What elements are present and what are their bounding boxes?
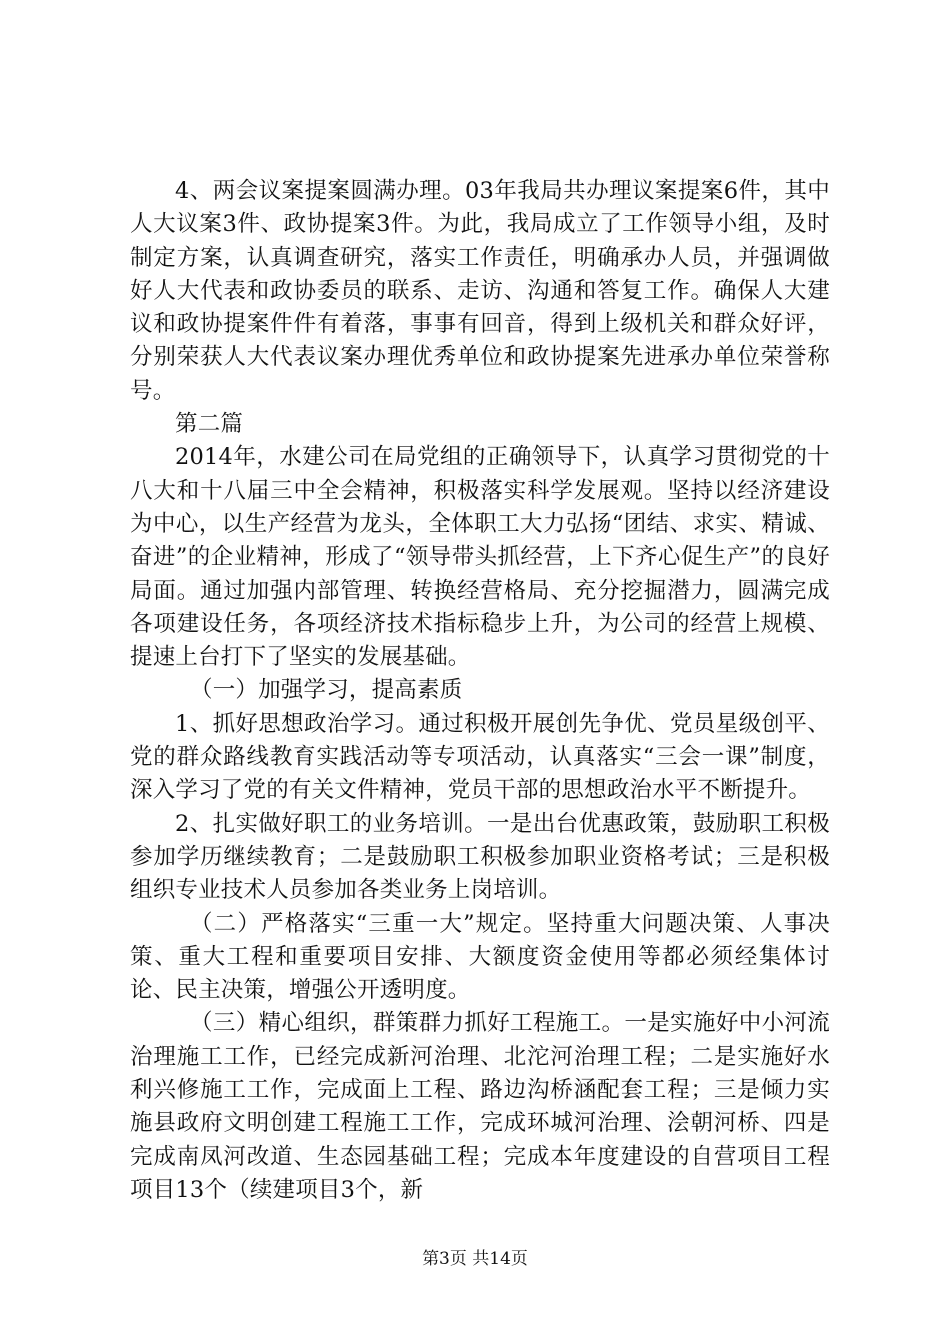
document-body — [130, 175, 830, 1207]
subheading-study: （一）加强学习，提高素质 — [190, 677, 463, 704]
page-number-footer: 第3页 共14页 — [422, 1249, 528, 1269]
section-heading-second-part: 第二篇 — [175, 411, 244, 438]
paragraph-political-study: 1、抓好思想政治学习。通过积极开展创先争优、党员星级创平、党的群众路线教育实践活动等专项活动，认真落实“三会一课”制度，深入学习了党的有关文件精神，党员干部的思想政治水平不断提升。 — [130, 710, 830, 804]
paragraph-construction: （三）精心组织，群策群力抓好工程施工。一是实施好中小河流治理施工工作，已经完成新河治理、北沱河治理工程；二是实施好水利兴修施工工作，完成面上工程、路边沟桥涵配套工程；三是倾力实施县政府文明创建工程施工工作，完成环城河治理、浍朝河桥、四是完成南凤河改道、生态园基础工程；完成本年度建设的自营项目工程项目13个（续建项目3个，新 — [130, 1010, 830, 1203]
paragraph-motion-handling: 4、两会议案提案圆满办理。03年我局共办理议案提案6件，其中人大议案3件、政协提案3件。为此，我局成立了工作领导小组，及时制定方案，认真调查研究，落实工作责任，明确承办人员，并强调做好人大代表和政协委员的联系、走访、沟通和答复工作。确保人大建议和政协提案件件有着落，事事有回音，得到上级机关和群众好评，分别荣获人大代表议案办理优秀单位和政协提案先进承办单位荣誉称号。 — [130, 178, 830, 404]
paragraph-staff-training: 2、扎实做好职工的业务培训。一是出台优惠政策，鼓励职工积极参加学历继续教育；二是鼓励职工积极参加职业资格考试；三是积极组织专业技术人员参加各类业务上岗培训。 — [130, 810, 830, 904]
paragraph-company-overview: 2014年，水建公司在局党组的正确领导下，认真学习贯彻党的十八大和十八届三中全会精神，积极落实科学发展观。坚持以经济建设为中心，以生产经营为龙头，全体职工大力弘扬“团结、求实、精诚、奋进”的企业精神，形成了“领导带头抓经营，上下齐心促生产”的良好局面。通过加强内部管理、转换经营格局、充分挖掘潜力，圆满完成各项建设任务，各项经济技术指标稳步上升，为公司的经营上规模、提速上台打下了坚实的发展基础。 — [130, 444, 830, 671]
paragraph-three-one-rule: （二）严格落实“三重一大”规定。坚持重大问题决策、人事决策、重大工程和重要项目安排、大额度资金使用等都必须经集体讨论、民主决策，增强公开透明度。 — [130, 910, 830, 1004]
